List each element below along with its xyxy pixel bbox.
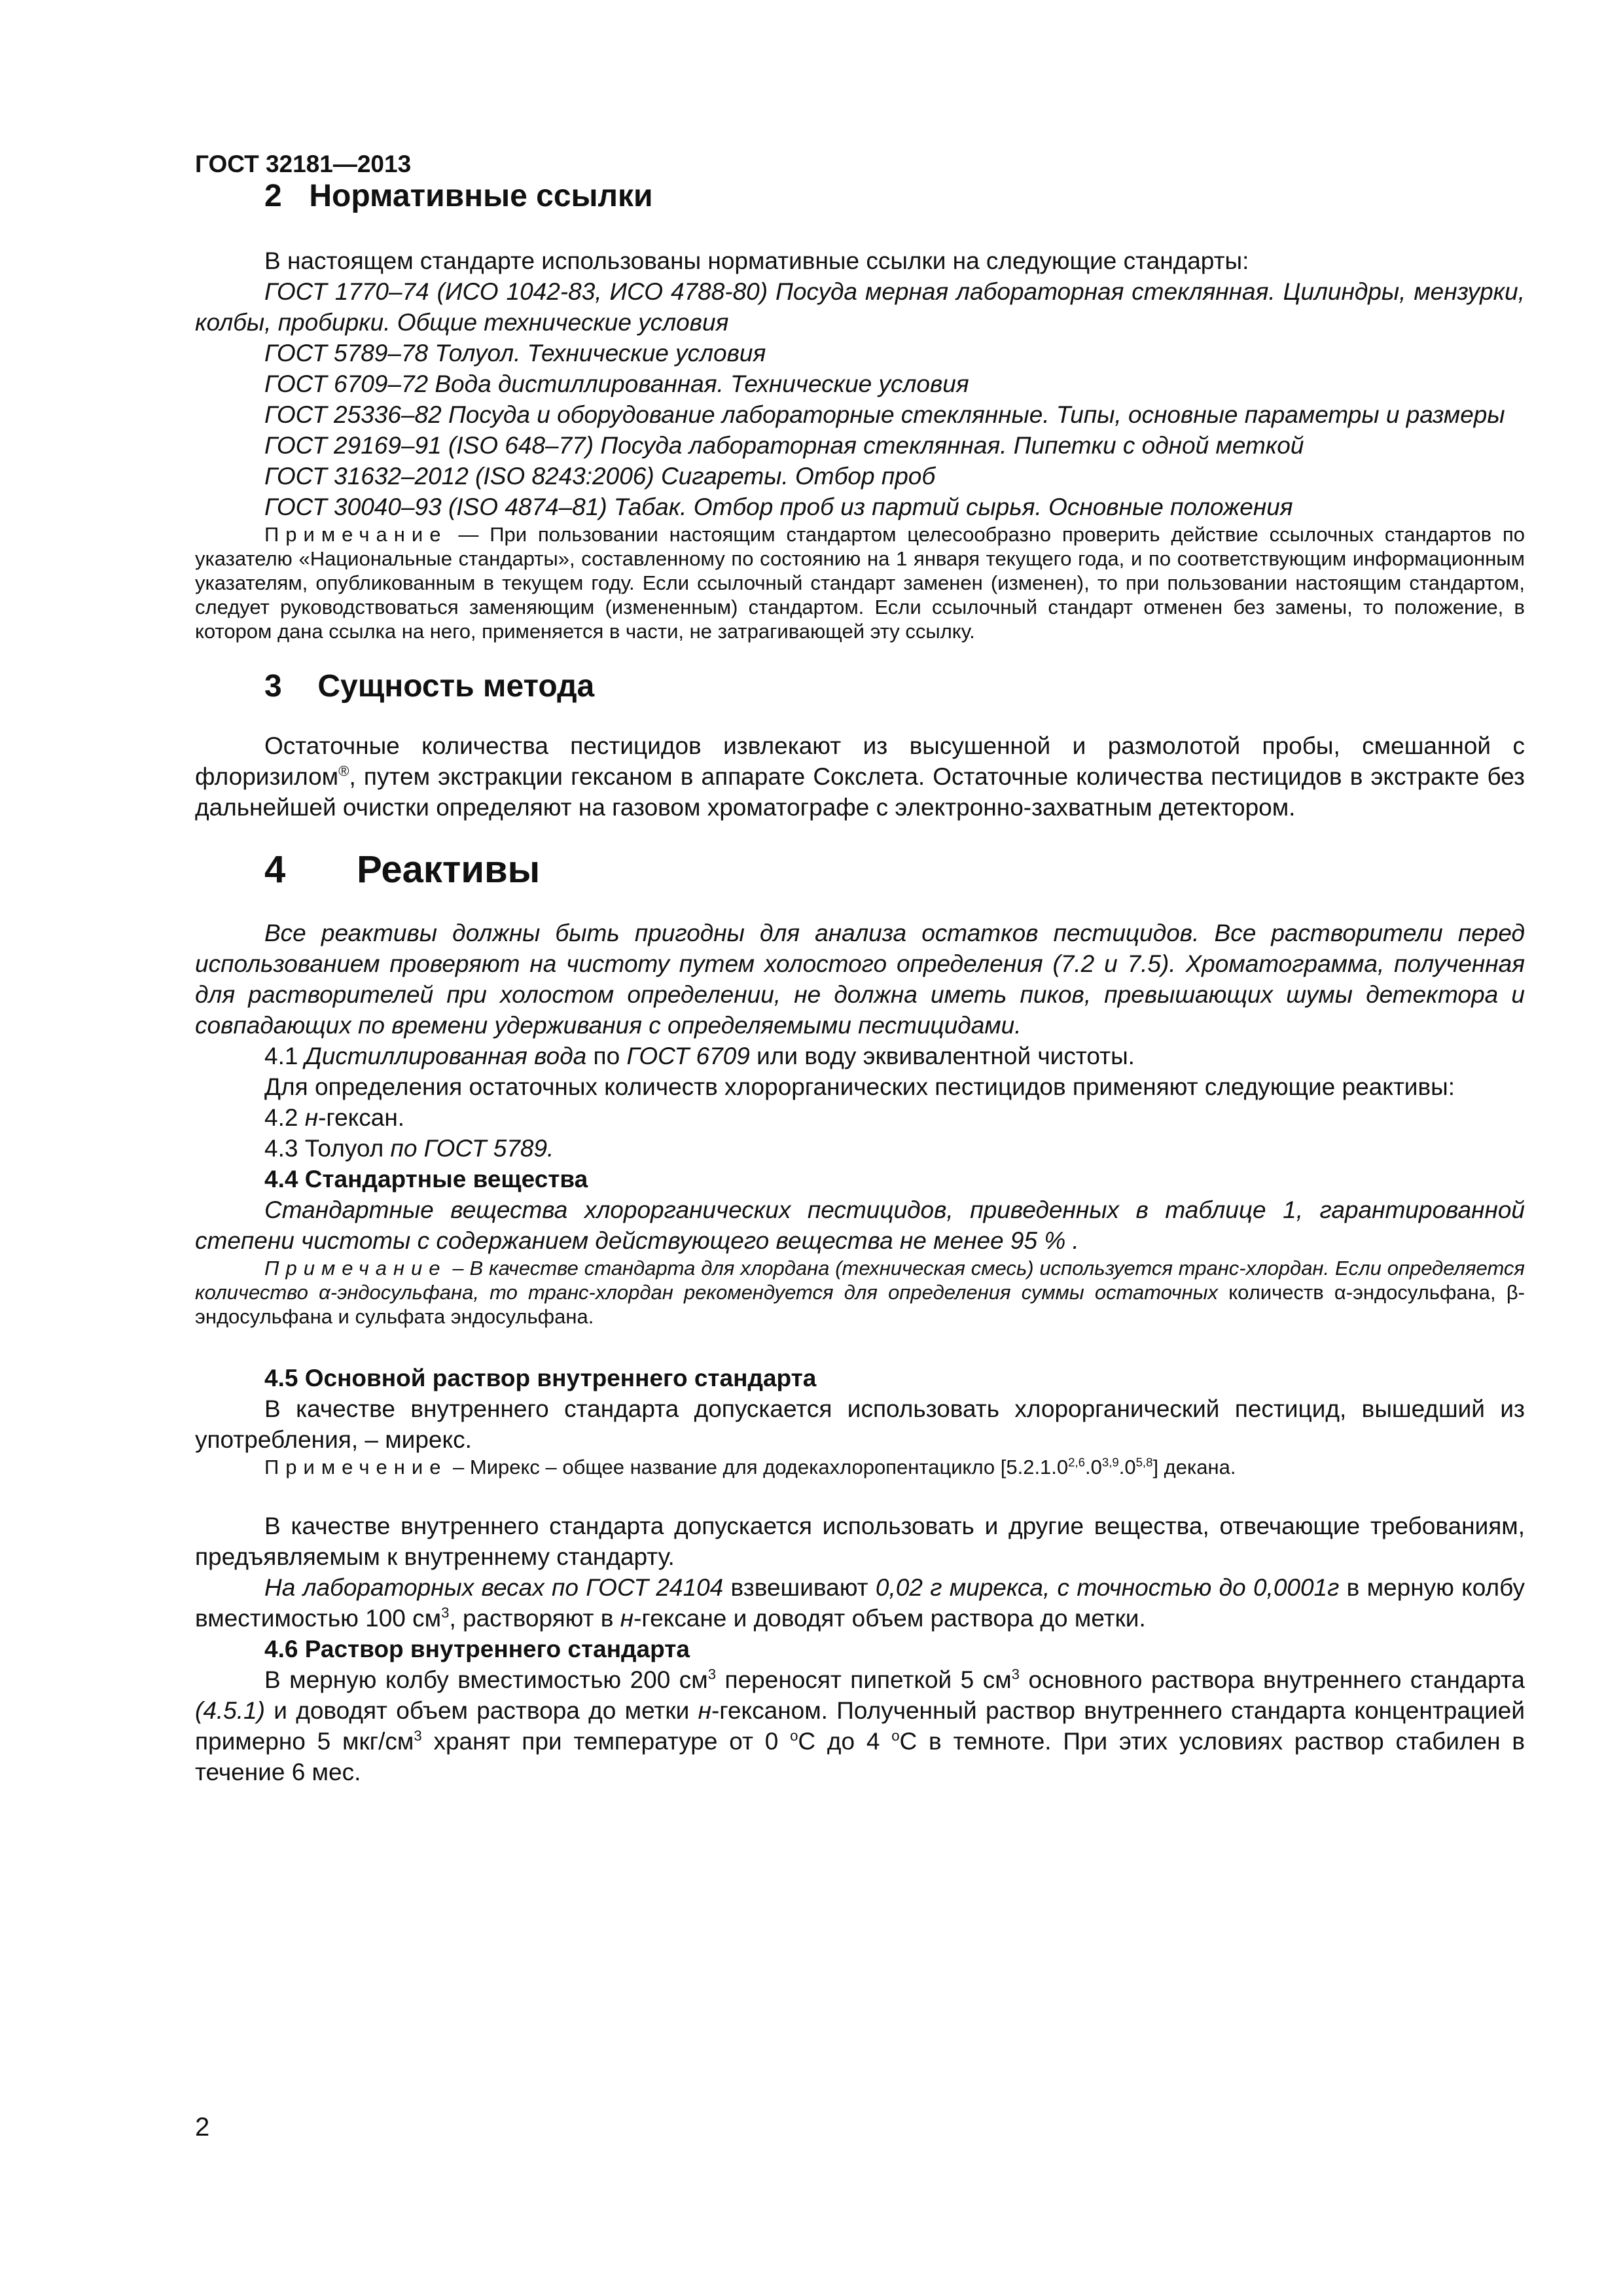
item-number: 4.3 Толуол xyxy=(264,1135,391,1162)
weigh-text: в мерную колбу вместимостью 100 см xyxy=(195,1574,1525,1632)
solution-text: и доводят объем раствора до метки xyxy=(264,1697,698,1724)
reagents-list-intro: Для определения остаточных количеств хлорорганических пестицидов применяют следующие реактивы: xyxy=(264,1073,1455,1100)
note-text: — При пользовании настоящим стандартом целесообразно проверить действие ссылочных стандартов по указателю «Национальные стандарты», составленному по состоянию на 1 января текущего года, и по соответствующим информационным указателям, опубликованным в текущем году. Если ссылочный стандарт заменен (изменен), то при пользовании настоящим стандартом, следует руководствоваться заменяющим (измененным) стандартом. Если ссылочный стандарт отменен без замены, то положение, в котором дана ссылка на него, применяется в части, не затрагивающей эту ссылку. xyxy=(195,523,1525,643)
ref-item: ГОСТ 6709–72 Вода дистиллированная. Технические условия xyxy=(264,370,969,397)
superscript: 3 xyxy=(414,1727,422,1744)
weigh-text: н xyxy=(620,1605,634,1632)
section-2-heading xyxy=(195,178,1525,214)
item-text: или воду эквивалентной чистоты. xyxy=(749,1043,1135,1069)
note-label: Примечание xyxy=(264,1257,447,1280)
ref-item: ГОСТ 1770–74 (ИСО 1042-83, ИСО 4788-80) Посуда мерная лабораторная стеклянная. Цилиндры, мензурки, колбы, пробирки. Общие технические условия xyxy=(195,278,1525,336)
note-mirex xyxy=(195,1455,1525,1479)
reagents-intro: Все реактивы должны быть пригодны для анализа остатков пестицидов. Все растворители перед использованием проверяют на чистоту путем холостого определения (7.2 и 7.5). Хроматограмма, полученная для растворителей при холостом определении, не должна иметь пиков, превышающих шумы детектора и совпадающих по времени удерживания с определяемыми пестицидами. xyxy=(195,920,1525,1039)
superscript: о xyxy=(790,1727,798,1744)
weigh-text: -гексане и доводят объем раствора до метки. xyxy=(633,1605,1146,1632)
superscript: 3,9 xyxy=(1101,1455,1119,1469)
solution-text: -гексаном. Полученный раствор внутреннего стандарта концентрацией примерно 5 мкг/см xyxy=(195,1697,1525,1755)
ref-item: ГОСТ 29169–91 (ISO 648–77) Посуда лабораторная стеклянная. Пипетки с одной меткой xyxy=(264,432,1304,459)
weigh-text: 0,02 г мирекса, с точностью до 0,0001г xyxy=(875,1574,1340,1601)
section-number: 3 xyxy=(264,669,282,704)
ref-item: ГОСТ 31632–2012 (ISO 8243:2006) Сигареты. Отбор проб xyxy=(264,463,936,490)
solution-text: В мерную колбу вместимостью 200 см xyxy=(264,1666,708,1693)
weigh-text: , растворяют в xyxy=(449,1605,620,1632)
item-number: 4.2 xyxy=(264,1104,305,1131)
solution-text: хранят при температуре от 0 xyxy=(421,1728,791,1755)
section-number: 4 xyxy=(264,848,286,891)
superscript: о xyxy=(891,1727,900,1744)
document-header: ГОСТ 32181—2013 xyxy=(195,151,412,177)
item-4-6-title: 4.6 Раствор внутреннего стандарта xyxy=(264,1636,690,1662)
note-text: количеств α-эндосульфана, β-эндосульфана и сульфата эндосульфана. xyxy=(195,1281,1525,1328)
section-3-heading xyxy=(195,668,1525,704)
superscript: 3 xyxy=(707,1666,717,1683)
item-4-5-text: В качестве внутреннего стандарта допускается использовать хлорорганический пестицид, вышедший из употребления, – мирекс. xyxy=(195,1395,1525,1453)
note-text: .0 xyxy=(1085,1456,1102,1479)
method-text-b: , путем экстракции гексаном в аппарате Сокслета. Остаточные количества пестицидов в экстракте без дальнейшей очистки определяют на газовом хроматографе с электронно-захватным детектором. xyxy=(195,763,1525,821)
item-4-3 xyxy=(195,1133,1525,1164)
item-ref: ГОСТ 6709 xyxy=(626,1043,750,1069)
note-references xyxy=(195,522,1525,643)
section-4-heading xyxy=(195,848,1525,891)
section-number: 2 xyxy=(264,179,282,213)
section-title: Сущность метода xyxy=(317,669,595,704)
refs-intro: В настоящем стандарте использованы нормативные ссылки на следующие стандарты: xyxy=(264,247,1249,274)
superscript: 2,6 xyxy=(1068,1455,1086,1469)
note-chlordane xyxy=(195,1256,1525,1329)
method-paragraph xyxy=(195,730,1525,823)
ref-item: ГОСТ 30040–93 (ISO 4874–81) Табак. Отбор проб из партий сырья. Основные положения xyxy=(264,493,1293,520)
item-4-2 xyxy=(195,1102,1525,1133)
superscript: 5,8 xyxy=(1135,1455,1153,1469)
note-text: – Мирекс – общее название для додекахлоропентацикло [5.2.1.0 xyxy=(447,1456,1069,1479)
document-page xyxy=(195,151,1525,1787)
weigh-text: На лабораторных весах по ГОСТ 24104 xyxy=(264,1574,724,1601)
note-label: Примечание xyxy=(264,523,448,546)
registered-mark: ® xyxy=(338,762,349,780)
item-text: -гексан. xyxy=(318,1104,405,1131)
method-text-a: Остаточные количества пестицидов извлекают из высушенной и размолотой пробы, смешанной с флоризилом xyxy=(195,732,1525,790)
note-text: – В качестве стандарта для хлордана (техническая смесь) используется транс-хлордан. Если определяется количество α-эндосульфана, то транс-хлордан рекомендуется для определения суммы остаточных xyxy=(195,1257,1525,1304)
item-4-1 xyxy=(195,1041,1525,1071)
solution-text: С в темноте. При этих условиях раствор стабилен в течение 6 мес. xyxy=(195,1728,1525,1785)
solution-text: основного раствора внутреннего стандарта xyxy=(1020,1666,1525,1693)
item-term: н xyxy=(304,1104,319,1131)
item-ref: по ГОСТ 5789. xyxy=(390,1135,554,1162)
note-text: ] декана. xyxy=(1152,1456,1236,1479)
ref-item: ГОСТ 5789–78 Толуол. Технические условия xyxy=(264,340,766,367)
item-4-6-text xyxy=(195,1664,1525,1787)
weighing-paragraph xyxy=(195,1572,1525,1634)
item-4-4-text: Стандартные вещества хлорорганических пестицидов, приведенных в таблице 1, гарантированной степени чистоты с содержанием действующего вещества не менее 95 % . xyxy=(195,1196,1525,1254)
item-number: 4.1 xyxy=(264,1043,305,1069)
solution-text: С до 4 xyxy=(798,1728,892,1755)
item-4-5-title: 4.5 Основной раствор внутреннего стандарта xyxy=(264,1365,817,1391)
ref-item: ГОСТ 25336–82 Посуда и оборудование лабораторные стеклянные. Типы, основные параметры и размеры xyxy=(264,401,1505,428)
note-label: Примечение xyxy=(264,1456,448,1479)
note-text: .0 xyxy=(1118,1456,1136,1479)
superscript: 3 xyxy=(441,1604,450,1621)
solution-ref: (4.5.1) xyxy=(195,1697,265,1724)
superscript: 3 xyxy=(1011,1666,1020,1683)
other-standards-paragraph: В качестве внутреннего стандарта допускается использовать и другие вещества, отвечающие требованиям, предъявляемым к внутреннему стандарту. xyxy=(195,1513,1525,1570)
section-title: Нормативные ссылки xyxy=(309,179,653,213)
page-number: 2 xyxy=(195,2113,210,2142)
solution-text: н xyxy=(698,1697,711,1724)
solution-text: переносят пипеткой 5 см xyxy=(716,1666,1012,1693)
item-4-4-title: 4.4 Стандартные вещества xyxy=(264,1166,588,1193)
weigh-text: взвешивают xyxy=(723,1574,876,1601)
section-title: Реактивы xyxy=(357,848,541,891)
item-term: Дистиллированная вода xyxy=(304,1043,587,1069)
item-text: по xyxy=(586,1043,627,1069)
